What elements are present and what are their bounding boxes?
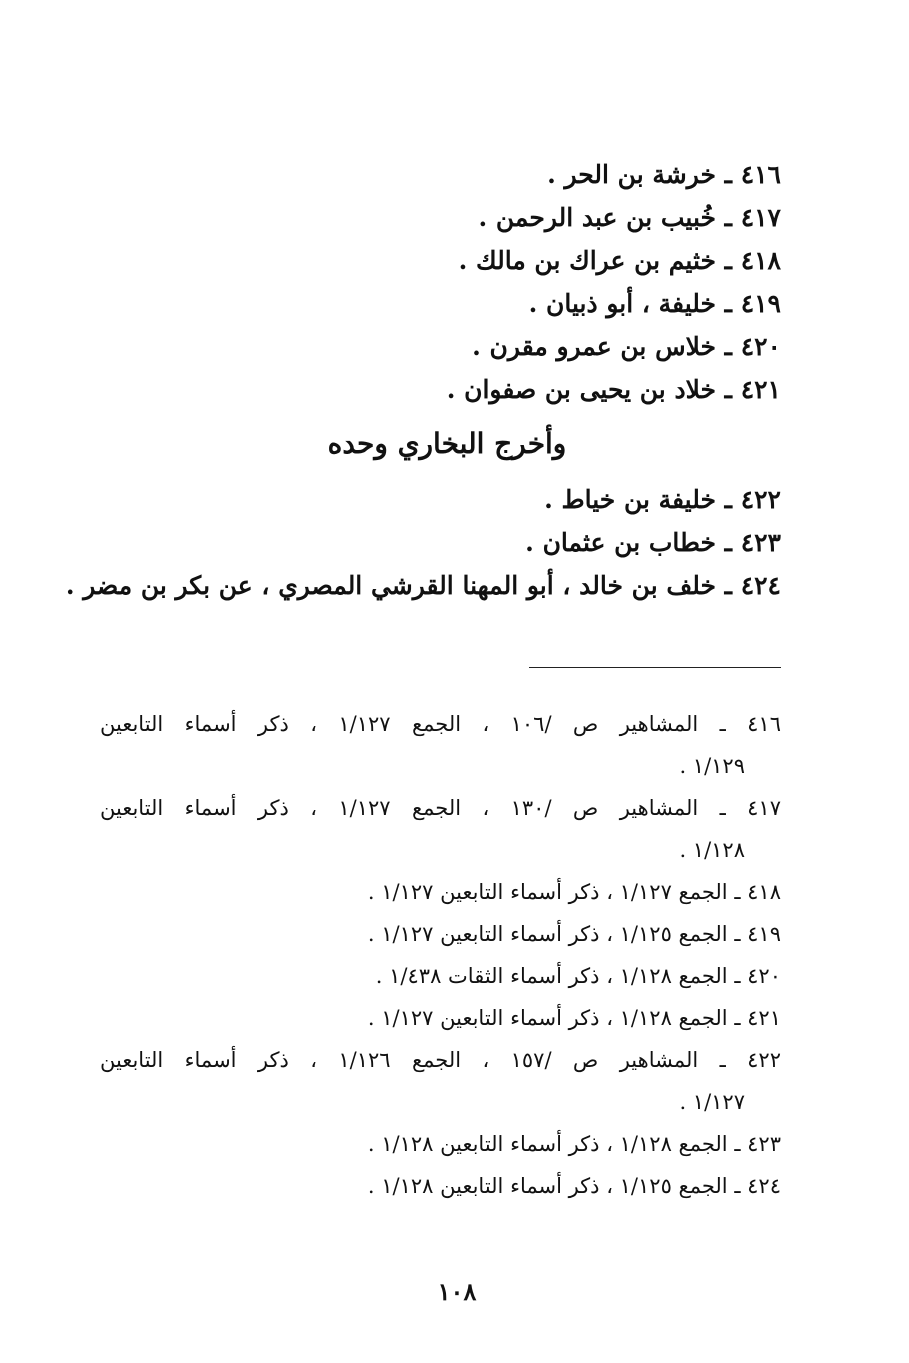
narrator-list [120,153,781,411]
footnote-divider [529,667,781,668]
footnote: ٤٢١ ـ الجمع ١/١٢٨ ، ذكر أسماء التابعين ١/١٢٧ . [367,1006,781,1030]
footnotes [100,703,781,1207]
footnote-continuation: ١/١٢٧ . [679,1090,745,1114]
footnote [100,703,781,787]
list-item: ٤١٩ ـ خليفة ، أبو ذبيان . [528,289,781,318]
list-item: ٤٢٠ ـ خلاس بن عمرو مقرن . [472,332,781,361]
list-item: ٤٢٢ ـ خليفة بن خياط . [544,485,781,514]
footnote: ٤٢٣ ـ الجمع ١/١٢٨ ، ذكر أسماء التابعين ١/١٢٨ . [367,1132,781,1156]
list-item: ٤٢٣ ـ خطاب بن عثمان . [525,528,781,557]
list-item: ٤٢٤ ـ خلف بن خالد ، أبو المهنا القرشي المصري ، عن بكر بن مضر . [65,571,781,600]
list-item: ٤٢١ ـ خلاد بن يحيى بن صفوان . [446,375,781,404]
footnote: ٤١٨ ـ الجمع ١/١٢٧ ، ذكر أسماء التابعين ١/١٢٧ . [367,880,781,904]
list-item: ٤١٦ ـ خرشة بن الحر . [547,160,781,189]
footnote [100,1039,781,1123]
footnote [100,787,781,871]
footnote-text: ٤١٦ ـ المشاهير ص /١٠٦ ، الجمع ١/١٢٧ ، ذكر أسماء التابعين [100,712,781,736]
footnote-continuation: ١/١٢٩ . [679,754,745,778]
footnote-continuation: ١/١٢٨ . [679,838,745,862]
footnote-text: ٤٢٢ ـ المشاهير ص /١٥٧ ، الجمع ١/١٢٦ ، ذكر أسماء التابعين [100,1048,781,1072]
list-item: ٤١٧ ـ خُبيب بن عبد الرحمن . [478,203,781,232]
footnote-text: ٤١٧ ـ المشاهير ص /١٣٠ ، الجمع ١/١٢٧ ، ذكر أسماء التابعين [100,796,781,820]
footnote: ٤١٩ ـ الجمع ١/١٢٥ ، ذكر أسماء التابعين ١/١٢٧ . [367,922,781,946]
narrator-list-bukhari [65,478,781,607]
list-item: ٤١٨ ـ خثيم بن عراك بن مالك . [458,246,781,275]
footnote: ٤٢٠ ـ الجمع ١/١٢٨ ، ذكر أسماء الثقات ١/٤٣٨ . [375,964,781,988]
section-heading: وأخرج البخاري وحده [327,427,567,460]
page-number: ١٠٨ [437,1277,477,1306]
footnote: ٤٢٤ ـ الجمع ١/١٢٥ ، ذكر أسماء التابعين ١/١٢٨ . [367,1174,781,1198]
